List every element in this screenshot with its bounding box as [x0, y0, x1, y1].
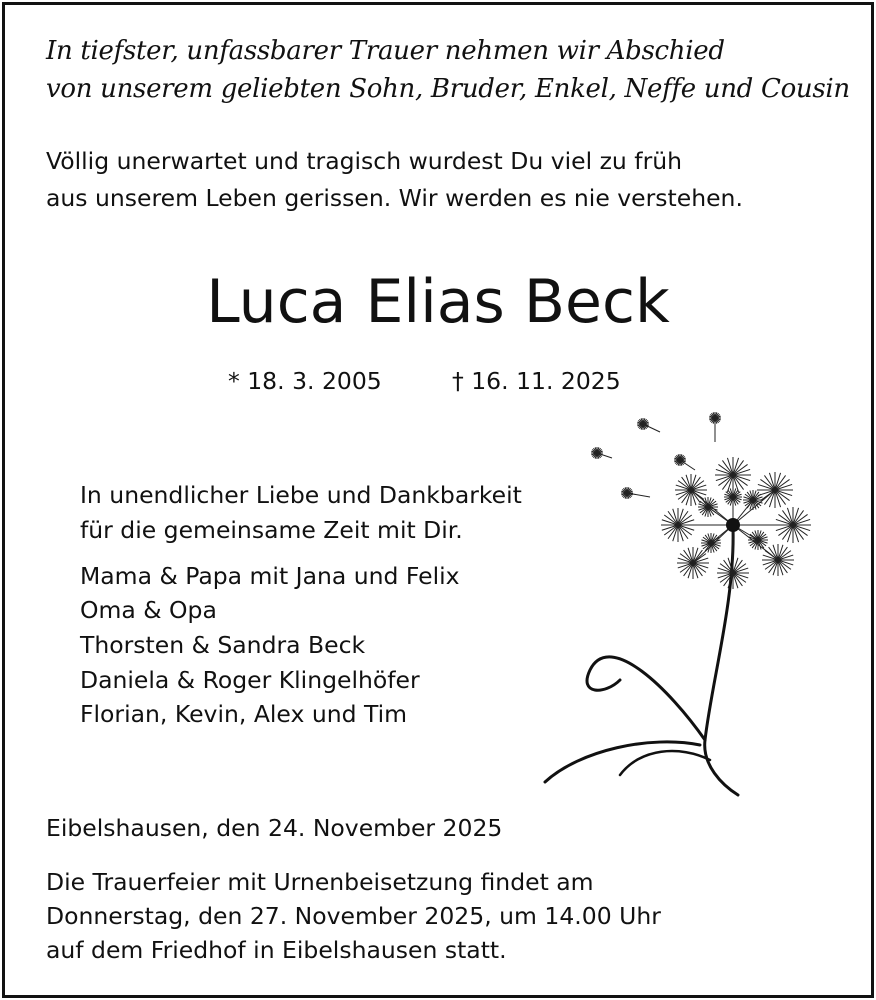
dedication-line-1: In unendlicher Liebe und Dankbarkeit — [80, 481, 522, 509]
funeral-line-1: Die Trauerfeier mit Urnenbeisetzung findet am — [46, 868, 594, 896]
deceased-name: Luca Elias Beck — [206, 267, 670, 337]
mourner: Thorsten & Sandra Beck — [80, 631, 366, 659]
mourner: Florian, Kevin, Alex und Tim — [80, 700, 408, 728]
dedication-line-2: für die gemeinsame Zeit mit Dir. — [80, 516, 463, 544]
birth-date: * 18. 3. 2005 — [228, 367, 382, 395]
intro-line-2: von unserem geliebten Sohn, Bruder, Enkel, Neffe und Cousin — [46, 74, 850, 104]
place-date: Eibelshausen, den 24. November 2025 — [46, 814, 503, 842]
message-line-2: aus unserem Leben gerissen. Wir werden es nie verstehen. — [46, 184, 743, 212]
mourner: Oma & Opa — [80, 596, 217, 624]
mourner: Mama & Papa mit Jana und Felix — [80, 562, 460, 590]
funeral-line-2: Donnerstag, den 27. November 2025, um 14.00 Uhr — [46, 902, 661, 930]
message-line-1: Völlig unerwartet und tragisch wurdest Du viel zu früh — [46, 147, 683, 175]
intro-line-1: In tiefster, unfassbarer Trauer nehmen wir Abschied — [46, 36, 725, 66]
death-date: † 16. 11. 2025 — [452, 367, 621, 395]
funeral-line-3: auf dem Friedhof in Eibelshausen statt. — [46, 936, 507, 964]
mourner: Daniela & Roger Klingelhöfer — [80, 666, 420, 694]
